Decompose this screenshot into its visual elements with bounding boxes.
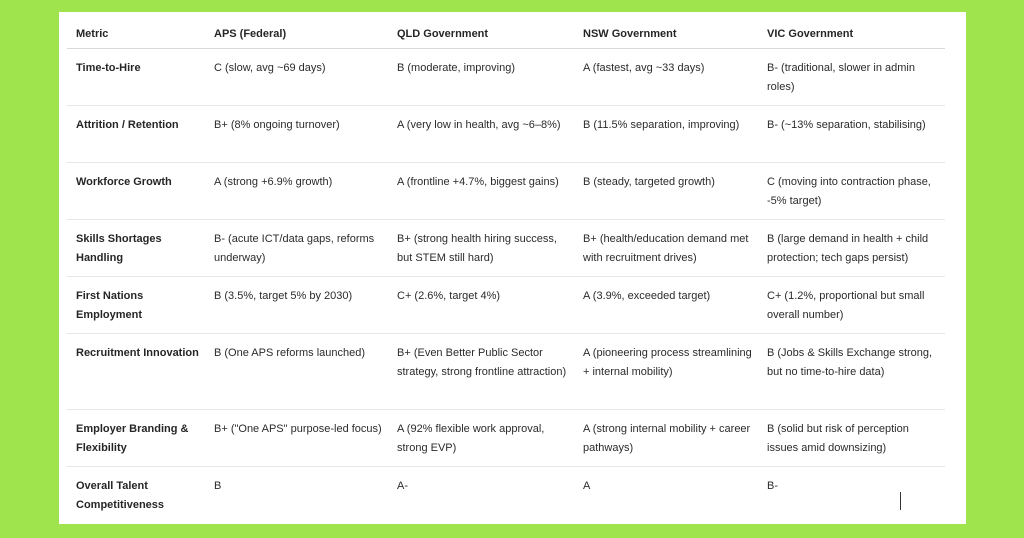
vic-cell: B (solid but risk of perception issues amid downsizing) <box>758 409 945 466</box>
table-row <box>67 466 945 523</box>
aps-cell: B+ ("One APS" purpose-led focus) <box>205 409 388 466</box>
talent-comparison-table <box>67 20 945 523</box>
aps-cell: B (One APS reforms launched) <box>205 333 388 409</box>
qld-cell: B+ (Even Better Public Sector strategy, strong frontline attraction) <box>388 333 574 409</box>
header-row <box>67 20 945 48</box>
metric-cell: Skills Shortages Handling <box>67 219 205 276</box>
header-aps: APS (Federal) <box>205 20 388 48</box>
qld-cell: A (92% flexible work approval, strong EVP) <box>388 409 574 466</box>
table-row <box>67 105 945 162</box>
aps-cell: B- (acute ICT/data gaps, reforms underway) <box>205 219 388 276</box>
vic-cell: B- (traditional, slower in admin roles) <box>758 48 945 105</box>
nsw-cell: B (steady, targeted growth) <box>574 162 758 219</box>
nsw-cell: A <box>583 479 591 492</box>
aps-cell: B <box>214 479 222 492</box>
qld-cell: A (frontline +4.7%, biggest gains) <box>388 162 574 219</box>
header-nsw: NSW Government <box>574 20 758 48</box>
nsw-cell: A (fastest, avg ~33 days) <box>574 48 758 105</box>
table-row <box>67 276 945 333</box>
header-metric: Metric <box>67 20 205 48</box>
nsw-cell: A (3.9%, exceeded target) <box>574 276 758 333</box>
qld-cell: B+ (strong health hiring success, but STEM still hard) <box>388 219 574 276</box>
vic-cell: B (large demand in health + child protection; tech gaps persist) <box>758 219 945 276</box>
metric-cell: Employer Branding & Flexibility <box>67 409 205 466</box>
metric-cell: Time-to-Hire <box>67 48 205 105</box>
metric-cell: First Nations Employment <box>67 276 205 333</box>
aps-cell: B+ (8% ongoing turnover) <box>205 105 388 162</box>
header-vic: VIC Government <box>758 20 945 48</box>
text-cursor <box>900 492 901 510</box>
metric-cell: Overall Talent Competitiveness <box>76 479 165 511</box>
qld-cell: C+ (2.6%, target 4%) <box>388 276 574 333</box>
metric-cell: Recruitment Innovation <box>67 333 205 409</box>
aps-cell: C (slow, avg ~69 days) <box>205 48 388 105</box>
nsw-cell: B+ (health/education demand met with recruitment drives) <box>574 219 758 276</box>
vic-cell: B- <box>767 479 778 492</box>
qld-cell: A (very low in health, avg ~6–8%) <box>388 105 574 162</box>
metric-cell: Workforce Growth <box>67 162 205 219</box>
table-row <box>67 333 945 409</box>
table-row <box>67 219 945 276</box>
vic-cell: C+ (1.2%, proportional but small overall number) <box>758 276 945 333</box>
table-row <box>67 48 945 105</box>
header-qld: QLD Government <box>388 20 574 48</box>
content-panel <box>59 12 966 524</box>
table-row <box>67 409 945 466</box>
metric-cell: Attrition / Retention <box>67 105 205 162</box>
table-row <box>67 162 945 219</box>
nsw-cell: A (strong internal mobility + career pathways) <box>574 409 758 466</box>
vic-cell: B (Jobs & Skills Exchange strong, but no time-to-hire data) <box>758 333 945 409</box>
qld-cell: A- <box>397 479 408 492</box>
nsw-cell: B (11.5% separation, improving) <box>574 105 758 162</box>
aps-cell: B (3.5%, target 5% by 2030) <box>205 276 388 333</box>
vic-cell: B- (~13% separation, stabilising) <box>758 105 945 162</box>
vic-cell: C (moving into contraction phase, -5% target) <box>758 162 945 219</box>
qld-cell: B (moderate, improving) <box>388 48 574 105</box>
aps-cell: A (strong +6.9% growth) <box>205 162 388 219</box>
nsw-cell: A (pioneering process streamlining + internal mobility) <box>574 333 758 409</box>
